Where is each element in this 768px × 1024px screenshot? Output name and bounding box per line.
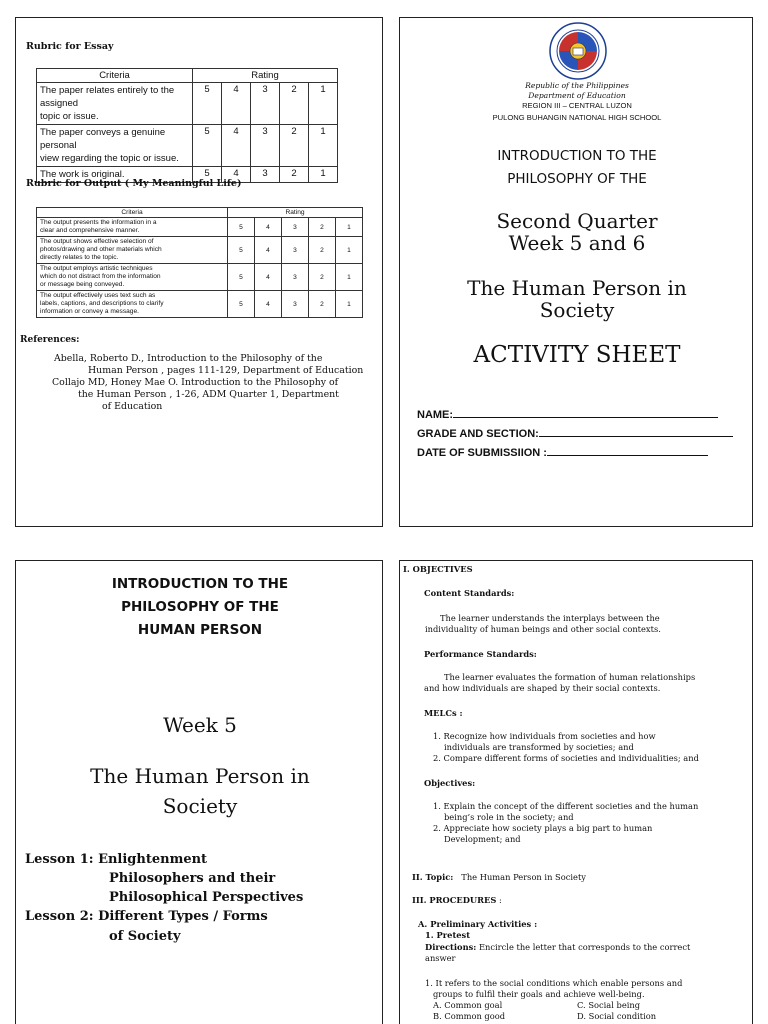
republic-label: Republic of the Philippines (525, 81, 629, 90)
rating-cell: 2 (309, 237, 336, 264)
rating-cell: 5 (228, 218, 255, 237)
rating-cell: 4 (255, 291, 282, 318)
topic-title-line2: Society (539, 298, 615, 322)
rating-cell: 4 (222, 125, 251, 167)
rating-cell: 5 (228, 291, 255, 318)
week-cover-page (15, 560, 383, 1024)
criteria-cell: The output effectively uses text such as labels, captions, and descriptions to clarify information or convey a message. (37, 291, 228, 318)
rating-cell: 1 (336, 237, 363, 264)
week-label: Week 5 (163, 713, 237, 737)
question-text: groups to fulfil their goals and achieve well-being. (433, 989, 645, 999)
directions-text: answer (425, 953, 456, 963)
rating-cell: 2 (309, 264, 336, 291)
rating-cell: 1 (336, 218, 363, 237)
rating-cell: 1 (309, 83, 338, 125)
criteria-cell: The work is original. (37, 167, 193, 183)
procedures-heading: III. PROCEDURES : (412, 895, 502, 905)
rating-cell: 2 (280, 125, 309, 167)
answer-option-c[interactable]: C. Social being (577, 1000, 641, 1010)
answer-option-a[interactable]: A. Common goal (433, 1000, 503, 1010)
performance-standards-label: Performance Standards: (424, 649, 537, 659)
table-row (37, 264, 363, 291)
objectives-page (399, 560, 753, 1024)
rubrics-page (15, 17, 383, 527)
answer-option-d[interactable]: D. Social condition (577, 1011, 657, 1021)
objective-item: 2. Appreciate how society plays a big part to human (433, 823, 653, 833)
rating-cell: 3 (251, 83, 280, 125)
rating-cell: 2 (309, 218, 336, 237)
content-standards-text: The learner understands the interplays between the (440, 613, 660, 623)
output-rubric-title: Rubric for Output ( My Meaningful Life) (26, 178, 242, 189)
rating-cell: 3 (251, 125, 280, 167)
grade-section-field[interactable]: GRADE AND SECTION: (417, 426, 733, 440)
course-title-line2: PHILOSOPHY OF THE (121, 599, 279, 615)
directions-text: Directions: Encircle the letter that corresponds to the correct (425, 942, 691, 952)
performance-standards-text: The learner evaluates the formation of human relationships (444, 672, 696, 682)
lesson-2-title-cont: of Society (109, 929, 181, 944)
criteria-header: Criteria (37, 208, 228, 218)
rating-cell: 4 (222, 167, 251, 183)
objective-item: being’s role in the society; and (444, 812, 574, 822)
reference-item: Collajo MD, Honey Mae O. Introduction to the Philosophy of the Human Person , 1-26, ADM Quarter 1, Department of Education (52, 377, 339, 412)
lesson-title-line2: Society (162, 794, 238, 818)
weeks-label: Week 5 and 6 (508, 231, 646, 255)
table-row (37, 218, 363, 237)
department-label: Department of Education (528, 91, 626, 100)
rating-header: Rating (228, 208, 363, 218)
preliminary-activities-label: A. Preliminary Activities : (418, 919, 538, 929)
criteria-cell: The paper relates entirely to the assigned topic or issue. (37, 83, 193, 125)
rating-cell: 1 (336, 291, 363, 318)
rating-cell: 1 (309, 125, 338, 167)
output-rubric-table (36, 207, 363, 318)
rating-cell: 2 (309, 291, 336, 318)
course-title-line2: PHILOSOPHY OF THE (507, 171, 647, 187)
rating-cell: 5 (193, 83, 222, 125)
table-row (37, 291, 363, 318)
pretest-label: 1. Pretest (425, 930, 471, 940)
rating-header: Rating (193, 69, 338, 83)
topic-title-line1: The Human Person in (467, 276, 687, 300)
rating-cell: 4 (255, 237, 282, 264)
rating-cell: 5 (193, 125, 222, 167)
rating-cell: 1 (336, 264, 363, 291)
activity-sheet-title: ACTIVITY SHEET (473, 342, 681, 368)
melc-item: 2. Compare different forms of societies and individualities; and (433, 753, 699, 763)
rating-cell: 3 (282, 237, 309, 264)
rating-cell: 5 (228, 264, 255, 291)
table-row (37, 83, 338, 125)
rating-cell: 3 (282, 218, 309, 237)
topic-line: II. Topic: The Human Person in Society (412, 872, 586, 882)
quarter-label: Second Quarter (496, 209, 658, 233)
question-text: 1. It refers to the social conditions which enable persons and (425, 978, 683, 988)
objectives-heading: I. OBJECTIVES (403, 564, 473, 574)
rating-cell: 4 (222, 83, 251, 125)
course-title-line3: HUMAN PERSON (137, 622, 263, 638)
table-row (37, 125, 338, 167)
table-row (37, 237, 363, 264)
rating-cell: 5 (228, 237, 255, 264)
deped-seal-icon (549, 22, 607, 80)
rating-cell: 2 (280, 167, 309, 183)
rating-cell: 1 (309, 167, 338, 183)
rating-cell: 4 (255, 264, 282, 291)
lesson-2-title: Lesson 2: Different Types / Forms (25, 909, 268, 924)
objectives-label: Objectives: (424, 778, 476, 788)
melc-item: individuals are transformed by societies; and (444, 742, 634, 752)
region-label: REGION III – CENTRAL LUZON (522, 101, 632, 110)
rating-cell: 3 (251, 167, 280, 183)
reference-item: Abella, Roberto D., Introduction to the Philosophy of the Human Person , pages 111-129, Department of Education (54, 353, 364, 376)
course-title-line1: INTRODUCTION TO THE (111, 576, 289, 592)
essay-rubric-title: Rubric for Essay (26, 41, 114, 52)
rating-cell: 3 (282, 291, 309, 318)
lesson-1-title-cont2: Philosophical Perspectives (109, 890, 304, 905)
performance-standards-text: and how individuals are shaped by their social contexts. (424, 683, 661, 693)
cover-page (399, 17, 753, 527)
references-title: References: (20, 335, 80, 345)
name-field[interactable]: NAME: (417, 407, 718, 421)
date-submission-field[interactable]: DATE OF SUBMISSIION : (417, 445, 708, 459)
content-standards-label: Content Standards: (424, 588, 515, 598)
answer-option-b[interactable]: B. Common good (433, 1011, 506, 1021)
melc-item: 1. Recognize how individuals from societies and how (433, 731, 656, 741)
school-label: PULONG BUHANGIN NATIONAL HIGH SCHOOL (492, 113, 662, 122)
criteria-cell: The output shows effective selection of photos/drawing and other materials which directly relates to the topic. (37, 237, 228, 264)
rating-cell: 5 (193, 167, 222, 183)
rating-cell: 2 (280, 83, 309, 125)
criteria-cell: The output employs artistic techniques which do not distract from the information or message being conveyed. (37, 264, 228, 291)
criteria-cell: The paper conveys a genuine personal view regarding the topic or issue. (37, 125, 193, 167)
lesson-1-title: Lesson 1: Enlightenment (25, 852, 208, 867)
essay-rubric-table (36, 68, 338, 183)
course-title-line1: INTRODUCTION TO THE (497, 148, 657, 164)
content-standards-text: individuality of human beings and other social contexts. (425, 624, 661, 634)
criteria-header: Criteria (37, 69, 193, 83)
criteria-cell: The output presents the information in a clear and comprehensive manner. (37, 218, 228, 237)
rating-cell: 4 (255, 218, 282, 237)
lesson-1-title-cont: Philosophers and their (109, 871, 276, 886)
lesson-title-line1: The Human Person in (90, 764, 310, 788)
objective-item: Development; and (444, 834, 521, 844)
objective-item: 1. Explain the concept of the different societies and the human (433, 801, 699, 811)
melcs-label: MELCs : (424, 708, 463, 718)
rating-cell: 3 (282, 264, 309, 291)
